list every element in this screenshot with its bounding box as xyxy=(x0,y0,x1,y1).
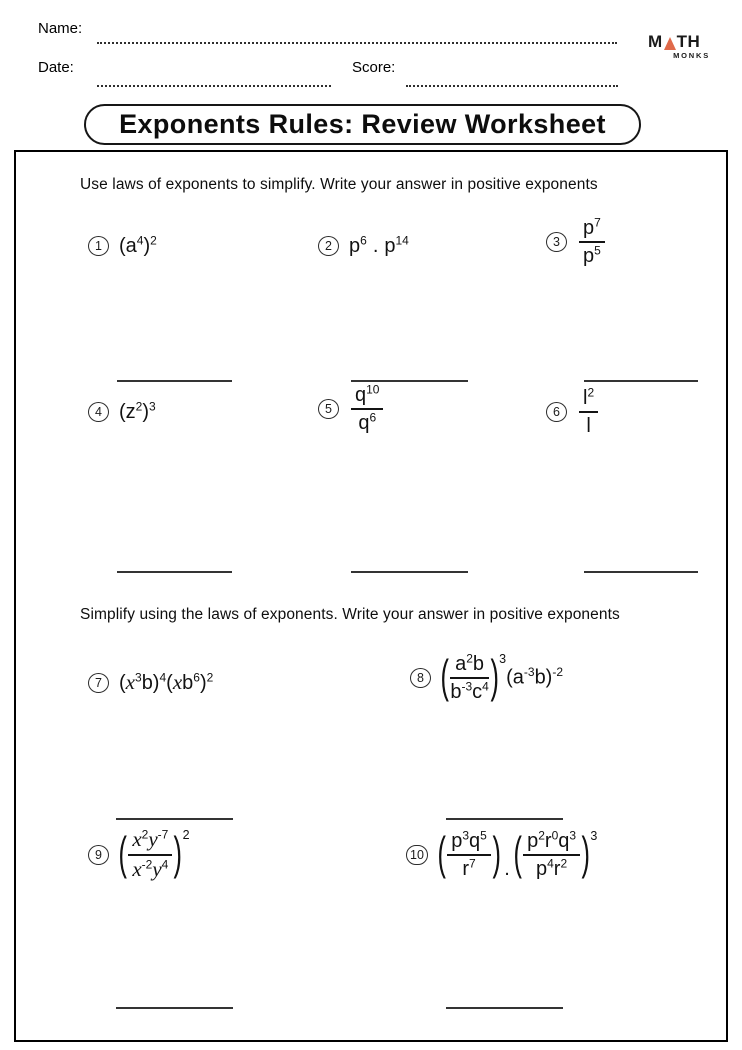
problem-3-number: 3 xyxy=(546,232,567,252)
problem-5-number: 5 xyxy=(318,399,339,419)
answer-line-9[interactable] xyxy=(116,1007,233,1009)
answer-line-7[interactable] xyxy=(116,818,233,820)
problem-7-expression: $(x^3b)^4(xb^6)^2$ xyxy=(119,670,214,694)
problem-8 xyxy=(410,650,564,704)
problem-7 xyxy=(88,670,213,695)
problem-1-number: 1 xyxy=(88,236,109,256)
score-blank-line[interactable] xyxy=(406,85,618,87)
problem-9 xyxy=(88,828,190,881)
instruction-section-2: Simplify using the laws of exponents. Write your answer in positive exponents xyxy=(80,606,620,623)
problem-3-expression: $\frac{p^7}{p^5}$ xyxy=(577,217,607,268)
problem-4 xyxy=(88,400,156,424)
instruction-section-1: Use laws of exponents to simplify. Write your answer in positive exponents xyxy=(80,176,598,193)
problem-6-number: 6 xyxy=(546,402,567,422)
answer-line-2[interactable] xyxy=(351,380,468,382)
problem-10 xyxy=(406,827,598,881)
problem-2 xyxy=(318,234,409,258)
math-monks-triangle-icon xyxy=(664,37,676,50)
answer-line-4[interactable] xyxy=(117,571,232,573)
problem-7-number: 7 xyxy=(88,673,109,693)
problem-6-expression: $\frac{l^2}{l}$ xyxy=(577,387,600,438)
logo-letter-m: M xyxy=(648,32,663,51)
logo-wordmark xyxy=(648,33,710,50)
problem-5 xyxy=(318,384,385,435)
answer-line-6[interactable] xyxy=(584,571,698,573)
worksheet-body-frame xyxy=(14,150,728,1042)
score-label: Score: xyxy=(352,59,396,76)
problem-1 xyxy=(88,234,157,258)
problem-5-expression: $\frac{q^{10}}{q^6}$ xyxy=(349,384,385,435)
problem-2-number: 2 xyxy=(318,236,339,256)
worksheet-title-text: Exponents Rules: Review Worksheet xyxy=(119,109,606,139)
logo-subtitle: MONKS xyxy=(673,51,710,60)
problem-3 xyxy=(546,217,607,268)
date-blank-line[interactable] xyxy=(97,85,331,87)
problem-1-expression: $(a^4)^2$ xyxy=(119,233,157,257)
answer-line-3[interactable] xyxy=(584,380,698,382)
problem-10-expression: ( $\frac{p^3q^5}{r^7}$ ) .( $\frac{p^2r^0q^3}{p^4r^2}$ )$^3$ xyxy=(437,827,598,881)
problem-8-number: 8 xyxy=(410,668,431,688)
problem-10-number: 10 xyxy=(406,845,428,865)
answer-line-8[interactable] xyxy=(446,818,563,820)
answer-line-10[interactable] xyxy=(446,1007,563,1009)
answer-line-5[interactable] xyxy=(351,571,468,573)
math-monks-logo xyxy=(648,33,710,60)
problem-9-number: 9 xyxy=(88,845,109,865)
problem-4-number: 4 xyxy=(88,402,109,422)
name-blank-line[interactable] xyxy=(97,42,617,44)
worksheet-title xyxy=(84,104,641,145)
date-label: Date: xyxy=(38,59,74,76)
problem-8-expression: ( $\frac{a^2b}{b^{-3}c^4}$ )$^3(a^{-3}b)^{-2}$ xyxy=(440,650,564,704)
problem-6 xyxy=(546,387,600,438)
name-label: Name: xyxy=(38,20,83,37)
problem-4-expression: $(z^2)^3$ xyxy=(119,399,156,423)
problem-9-expression: ( $\frac{x^2y^{-7}}{x^{-2}y^4}$ )$^2$ xyxy=(118,826,190,881)
logo-letters-th: TH xyxy=(676,32,701,51)
problem-2-expression: $p^6$ . $p^{14}$ xyxy=(349,233,409,257)
answer-line-1[interactable] xyxy=(117,380,232,382)
